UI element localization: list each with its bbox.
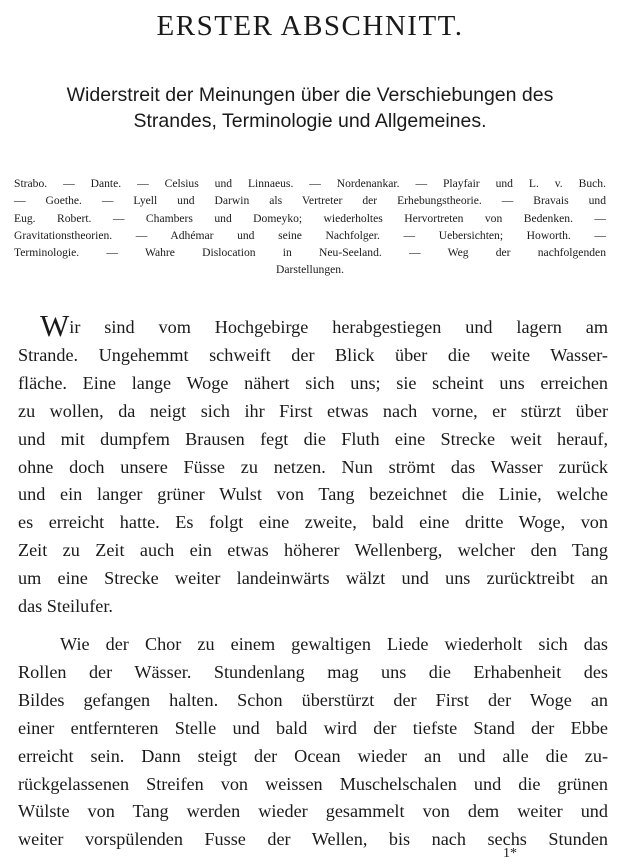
body-line: das Steilufer. (18, 596, 113, 617)
body-line: zu wollen, da neigt sich ihr First etwas nach vorne, er stürzt über (18, 400, 608, 421)
body-line-text: ir sind vom Hochgebirge herabgestiegen und lagern am (69, 317, 608, 337)
body-line: es erreicht hatte. Es folgt eine zweite, bald eine dritte Woge, von (18, 512, 608, 533)
body-line: Rollen der Wässer. Stundenlang mag uns die Erhabenheit des (18, 661, 608, 682)
paragraph-1 (18, 308, 608, 621)
body-line: um eine Strecke weiter landeinwärts wälzt und uns zurücktreibt an (18, 568, 608, 589)
body-line: Strande. Ungehemmt schweift der Blick über die weite Wasser- (18, 344, 608, 365)
body-line: Wülste von Tang werden wieder gesammelt von dem weiter und (18, 801, 608, 822)
summary-line: Gravitationstheorien. — Adhémar und seine Nachfolger. — Uebersichten; Howorth. — (14, 228, 606, 242)
body-line: Wie der Chor zu einem gewaltigen Liede wiederholt sich das (60, 633, 608, 654)
body-line: und ein langer grüner Wulst von Tang bezeichnet die Linie, welche (18, 484, 608, 505)
body-line: ohne doch unsere Füsse zu netzen. Nun strömt das Wasser zurück (18, 456, 608, 477)
body-line: erreicht sein. Dann steigt der Ocean wieder an und alle die zu- (18, 745, 608, 766)
body-line: fläche. Eine lange Woge nähert sich uns; sie scheint uns erreichen (18, 372, 608, 393)
body-line: weiter vorspülenden Fusse der Wellen, bis nach sechs Stunden (18, 829, 608, 850)
body-line: Zeit zu Zeit auch ein etwas höherer Wellenberg, welcher den Tang (18, 540, 608, 561)
summary-line: Darstellungen. (276, 263, 344, 277)
body-line: rückgelassenen Streifen von weissen Muschelschalen und die grünen (18, 773, 608, 794)
chapter-summary (14, 175, 606, 279)
body-text (18, 308, 608, 854)
subtitle-line: Widerstreit der Meinungen über die Verschiebungen des (66, 84, 554, 106)
summary-line: — Goethe. — Lyell und Darwin als Vertreter der Erhebungstheorie. — Bravais und (14, 194, 606, 208)
chapter-title: ERSTER ABSCHNITT. (156, 10, 464, 42)
drop-cap: W (40, 308, 70, 343)
summary-line: Terminologie. — Wahre Dislocation in Neu-Seeland. — Weg der nachfolgenden (14, 246, 606, 260)
summary-line: Eug. Robert. — Chambers und Domeyko; wiederholtes Hervortreten von Bedenken. — (14, 211, 606, 225)
body-line: einer entfernteren Stelle und bald wird der tiefste Stand der Ebbe (18, 717, 608, 738)
subtitle-line: Strandes, Terminologie und Allgemeines. (133, 110, 487, 132)
body-line: Bildes gefangen halten. Schon überstürzt der First der Woge an (18, 689, 608, 710)
body-line (18, 308, 608, 343)
sheet-signature: 1* (503, 846, 517, 861)
paragraph-2 (18, 631, 608, 854)
body-line: und mit dumpfem Brausen fegt die Fluth eine Strecke weit herauf, (18, 428, 608, 449)
summary-line: Strabo. — Dante. — Celsius und Linnaeus. — Nordenankar. — Playfair und L. v. Buch. (14, 177, 606, 190)
chapter-subtitle (10, 82, 610, 134)
